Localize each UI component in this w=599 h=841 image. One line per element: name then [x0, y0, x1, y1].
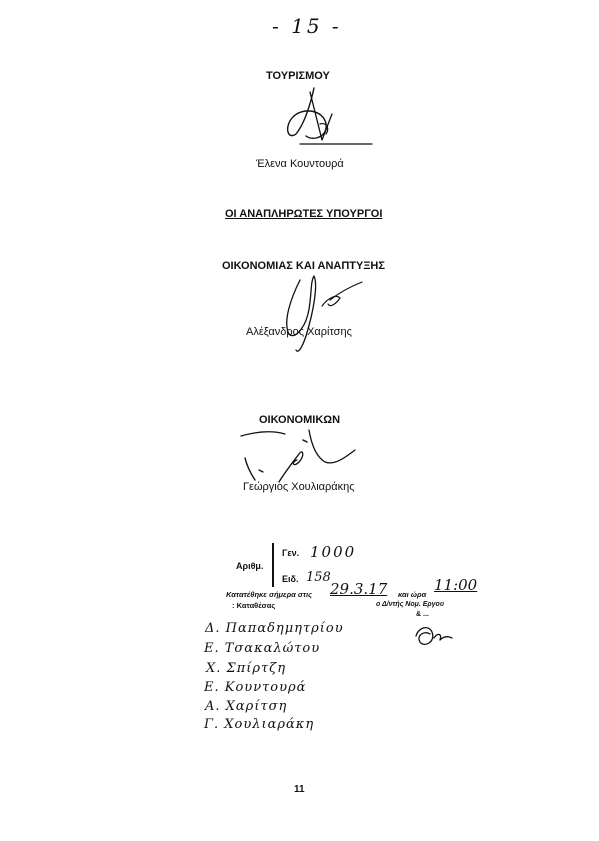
stamp-office-line1: ο Δ/ντής Νομ. Εργου: [376, 601, 444, 608]
signatory-name-kountoura: Έλενα Κουντουρά: [256, 158, 344, 170]
signatory-name-charitsis: Αλέξανδρος Χαρίτσης: [246, 326, 352, 338]
stamp-gen-label: Γεν.: [282, 548, 300, 558]
stamp-office-line2: & ...: [416, 611, 429, 618]
deputy-ministers-heading: ΟΙ ΑΝΑΠΛΗΡΩΤΕΣ ΥΠΟΥΡΓΟΙ: [225, 208, 383, 220]
stamp-gen-value: 1000: [310, 543, 357, 561]
registration-stamp: [226, 543, 486, 623]
clerk-initials-mark: [412, 622, 457, 652]
handwritten-list-item: Γ. Χουλιαράκη: [204, 717, 315, 732]
handwritten-list-item: Α. Χαρίτση: [205, 699, 288, 714]
stamp-deposited-label: Κατατέθηκε σήμερα στις: [226, 590, 313, 599]
page-mark: - 15 -: [272, 14, 342, 38]
stamp-time: 11:00: [434, 576, 478, 594]
ministry-heading-economy-development: ΟΙΚΟΝΟΜΙΑΣ ΚΑΙ ΑΝΑΠΤΥΞΗΣ: [222, 260, 385, 272]
ministry-heading-finance: ΟΙΚΟΝΟΜΙΚΩΝ: [259, 414, 341, 426]
stamp-arithm-label: Αριθμ.: [236, 561, 264, 571]
stamp-date: 29.3.17: [330, 580, 388, 598]
stamp-vertical-divider: [272, 543, 274, 587]
signature-charitsis: [270, 270, 370, 360]
handwritten-list-item: Δ. Παπαδημητρίου: [205, 621, 344, 636]
stamp-eid-label: Ειδ.: [282, 574, 299, 584]
handwritten-list-item: Ε. Κουντουρά: [204, 680, 307, 695]
handwritten-list-item: Ε. Τσακαλώτου: [204, 641, 321, 656]
signature-kountoura: [280, 84, 375, 154]
signatory-name-chouliarakis: Γεώργιος Χουλιαράκης: [243, 481, 355, 493]
handwritten-list-item: Χ. Σπίρτζη: [206, 661, 287, 676]
stamp-depositor-label: : Καταθέσας: [232, 601, 276, 610]
stamp-eid-value: 158: [306, 570, 331, 585]
ministry-heading-tourism: ΤΟΥΡΙΣΜΟΥ: [266, 70, 330, 82]
page-number: 11: [294, 784, 305, 795]
stamp-time-label: και ώρα: [398, 590, 427, 599]
